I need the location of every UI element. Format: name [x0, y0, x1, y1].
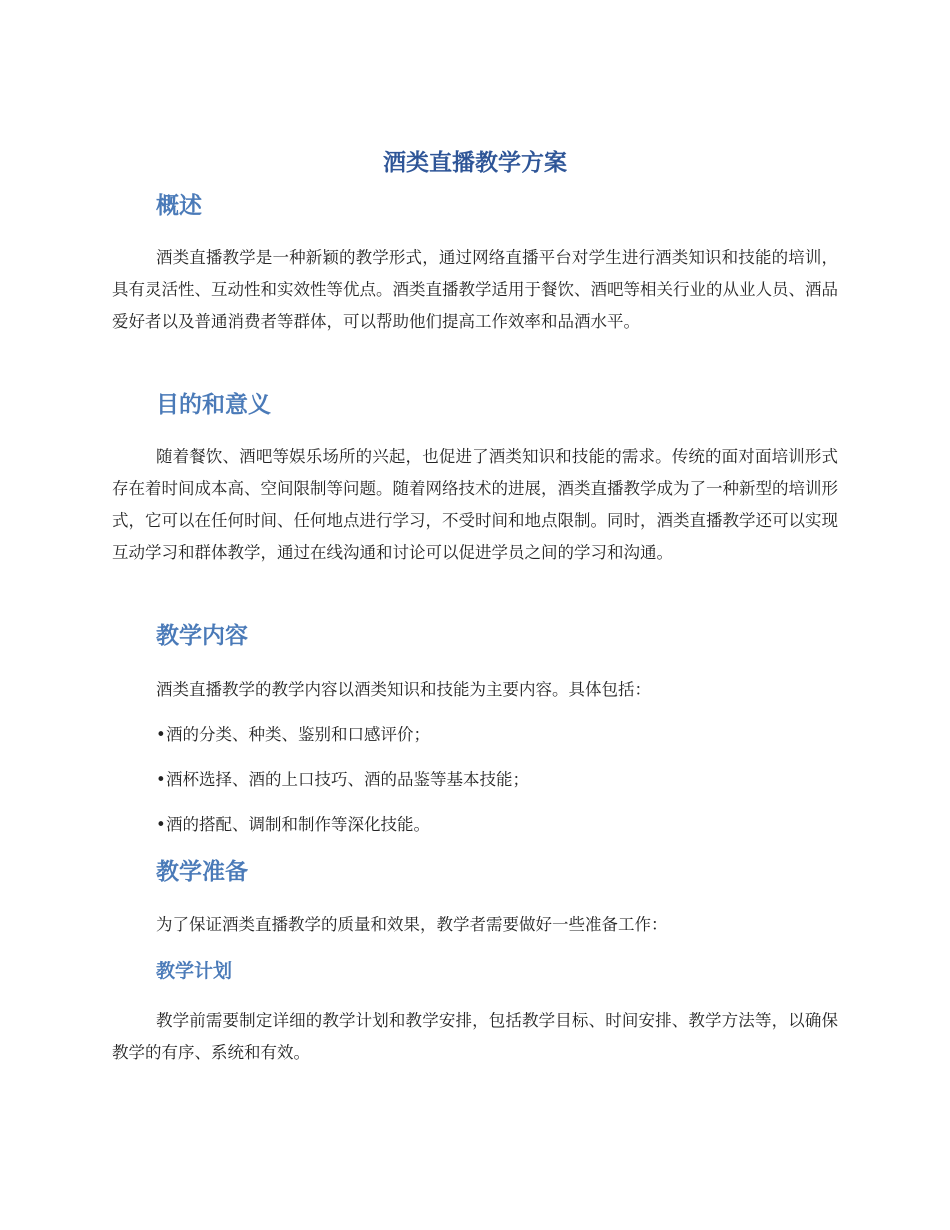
purpose-paragraph: 随着餐饮、酒吧等娱乐场所的兴起，也促进了酒类知识和技能的需求。传统的面对面培训形式存在着时间成本高、空间限制等问题。随着网络技术的进展，酒类直播教学成为了一种新型的培训形式，它可以在任何时间、任何地点进行学习，不受时间和地点限制。同时，酒类直播教学还可以实现互动学习和群体教学，通过在线沟通和讨论可以促进学员之间的学习和沟通。: [112, 447, 838, 562]
bullet-icon: •: [156, 770, 166, 789]
overview-paragraph: 酒类直播教学是一种新颖的教学形式，通过网络直播平台对学生进行酒类知识和技能的培训，具有灵活性、互动性和实效性等优点。酒类直播教学适用于餐饮、酒吧等相关行业的从业人员、酒品爱好者以及普通消费者等群体，可以帮助他们提高工作效率和品酒水平。: [112, 248, 838, 331]
list-item: [156, 811, 838, 839]
list-item: [156, 721, 838, 749]
list-item-text: 酒的分类、种类、鉴别和口感评价；: [166, 725, 430, 744]
preparation-intro: 为了保证酒类直播教学的质量和效果，教学者需要做好一些准备工作：: [156, 915, 668, 934]
bullet-icon: •: [156, 725, 166, 744]
subsection-heading-plan: 教学计划: [156, 960, 233, 982]
list-item-text: 酒的搭配、调制和制作等深化技能。: [166, 815, 430, 834]
list-item: [156, 766, 838, 794]
bullet-icon: •: [156, 815, 166, 834]
content-intro: 酒类直播教学的教学内容以酒类知识和技能为主要内容。具体包括：: [156, 680, 651, 699]
plan-paragraph: 教学前需要制定详细的教学计划和教学安排，包括教学目标、时间安排、教学方法等，以确保教学的有序、系统和有效。: [112, 1011, 838, 1062]
section-heading-overview: 概述: [156, 193, 202, 219]
list-item-text: 酒杯选择、酒的上口技巧、酒的品鉴等基本技能；: [166, 770, 529, 789]
document-title: 酒类直播教学方案: [383, 150, 567, 176]
section-heading-content: 教学内容: [156, 623, 248, 649]
section-heading-purpose: 目的和意义: [156, 392, 271, 418]
section-heading-preparation: 教学准备: [156, 859, 248, 885]
